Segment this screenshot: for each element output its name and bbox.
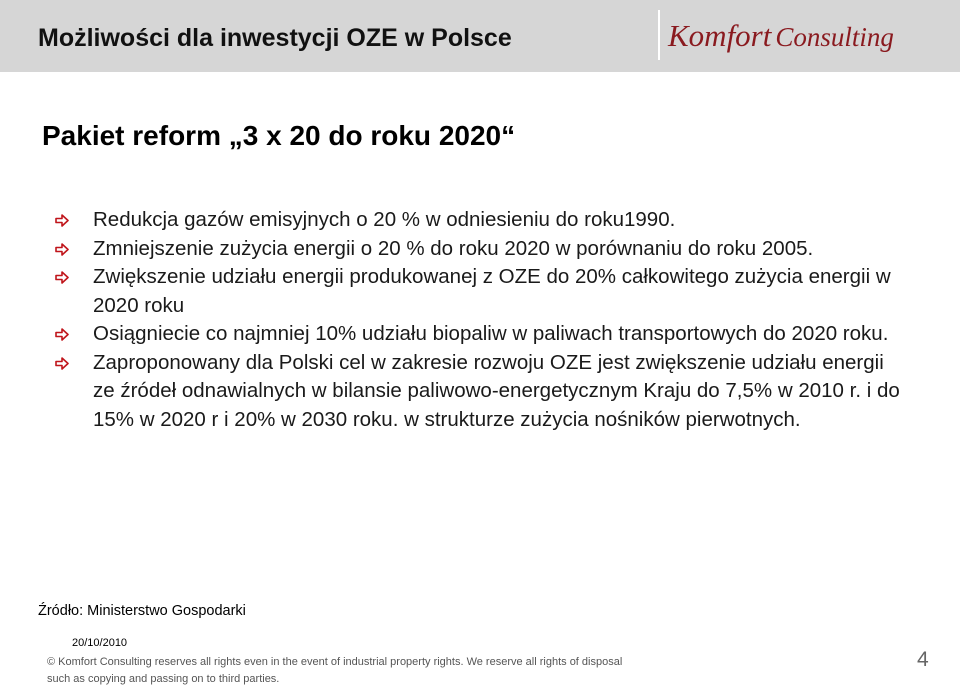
bullet-item [55, 263, 900, 320]
arrow-right-icon [55, 328, 69, 341]
arrow-right-icon [55, 271, 69, 284]
bullet-item [55, 235, 900, 264]
bullet-item [55, 206, 900, 235]
source-note: Źródło: Ministerstwo Gospodarki [38, 603, 246, 619]
bullet-item [55, 320, 900, 349]
bullet-text: Zaproponowany dla Polski cel w zakresie rozwoju OZE jest zwiększenie udziału energii ze źródeł odnawialnych w bilansie paliwowo-energetycznym Kraju do 7,5% w 2010 r. i do 15% w 2020 r i 20% w 2030 roku. w strukturze zużycia nośników pierwotnych. [93, 350, 900, 431]
arrow-right-icon [55, 214, 69, 227]
page-number: 4 [917, 648, 929, 671]
logo-second-word: Consulting [775, 22, 894, 52]
bullet-text: Osiągniecie co najmniej 10% udziału biopaliw w paliwach transportowych do 2020 roku. [93, 322, 889, 345]
arrow-right-icon [55, 357, 69, 370]
bullet-text: Redukcja gazów emisyjnych o 20 % w odniesieniu do roku1990. [93, 208, 676, 231]
bullet-item [55, 349, 900, 435]
logo-first-word: Komfort [668, 18, 772, 53]
slide-title: Pakiet reform „3 x 20 do roku 2020“ [42, 120, 516, 151]
arrow-right-icon [55, 243, 69, 256]
header-title: Możliwości dla inwestycji OZE w Polsce [38, 24, 512, 52]
company-logo [668, 18, 894, 54]
bullet-text: Zwiększenie udziału energii produkowanej z OZE do 20% całkowitego zużycia energii w 2020 roku [93, 265, 891, 317]
footer-date: 20/10/2010 [72, 637, 128, 649]
bullet-list [55, 206, 900, 434]
copyright-notice: © Komfort Consulting reserves all rights even in the event of industrial property rights. We reserve all rights of disposal such as copying and passing on to third parties. [47, 656, 623, 685]
header-bar [0, 0, 960, 72]
header-divider [658, 10, 660, 60]
bullet-text: Zmniejszenie zużycia energii o 20 % do roku 2020 w porównaniu do roku 2005. [93, 236, 814, 260]
